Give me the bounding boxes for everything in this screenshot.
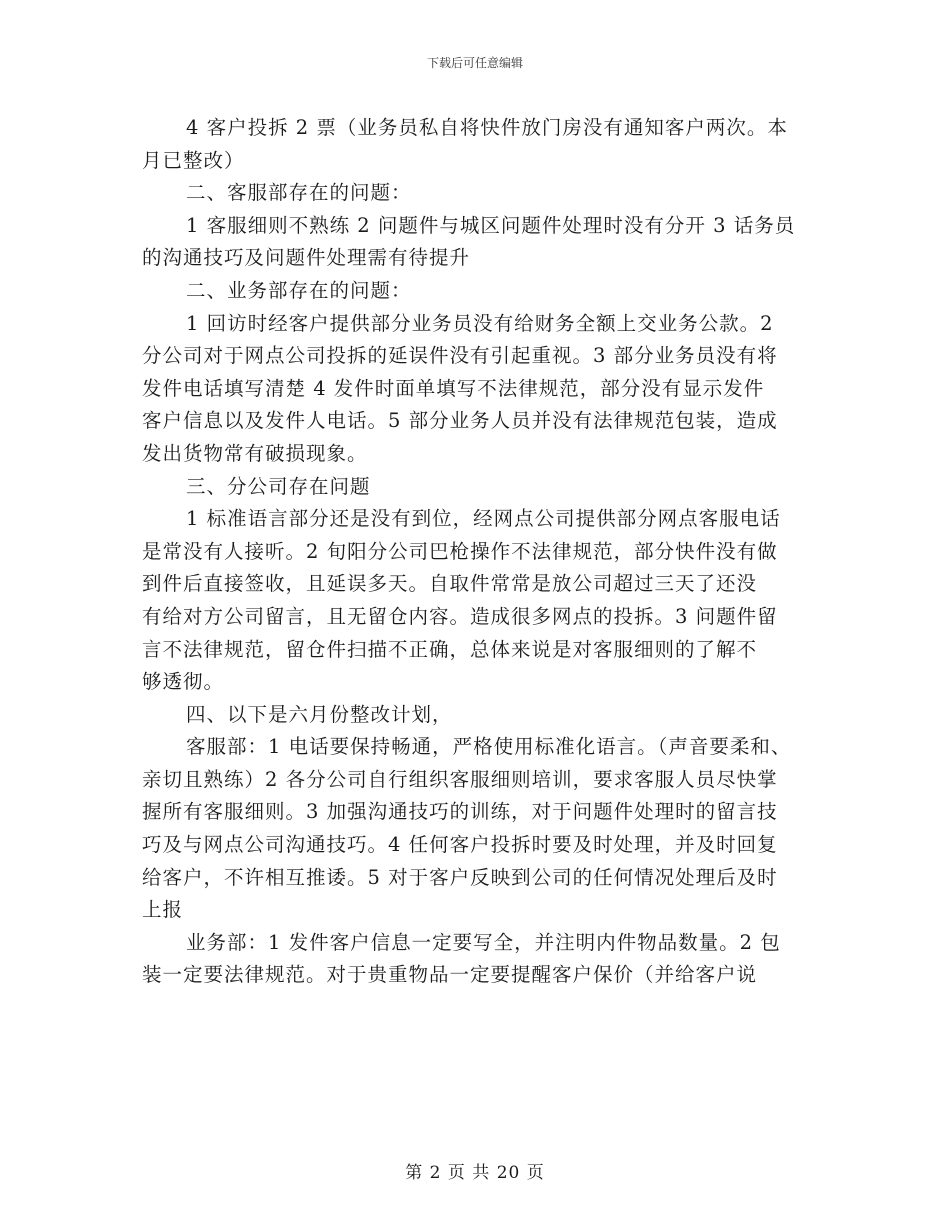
text-line: 有给对方公司留言，且无留仓内容。造成很多网点的投拆。3 问题件留 xyxy=(142,604,778,628)
text-line: 给客户，不许相互推诿。5 对于客户反映到公司的任何情况处理后及时 xyxy=(142,865,778,889)
text-line: 握所有客服细则。3 加强沟通技巧的训练，对于问题件处理时的留言技 xyxy=(142,800,778,824)
text-line: 是常没有人接听。2 旬阳分公司巴枪操作不法律规范，部分快件没有做 xyxy=(142,539,778,563)
text-line: 1 标准语言部分还是没有到位，经网点公司提供部分网点客服电话 xyxy=(186,507,781,531)
document-body xyxy=(142,112,812,992)
text-line: 客户信息以及发件人电话。5 部分业务人员并没有法律规范包装，造成 xyxy=(142,409,778,433)
text-line: 三、分公司存在问题 xyxy=(186,474,371,498)
text-line: 言不法律规范，留仓件扫描不正确，总体来说是对客服细则的了解不 xyxy=(142,637,758,661)
text-line: 业务部：1 发件客户信息一定要写全，并注明内件物品数量。2 包 xyxy=(186,930,781,954)
text-line: 四、以下是六月份整改计划， xyxy=(186,702,453,726)
text-line: 月已整改） xyxy=(142,148,245,172)
text-line: 发出货物常有破损现象。 xyxy=(142,441,368,465)
text-line: 客服部：1 电话要保持畅通，严格使用标准化语言。（声音要柔和、 xyxy=(186,735,792,759)
text-line: 装一定要法律规范。对于贵重物品一定要提醒客户保价（并给客户说 xyxy=(142,963,758,987)
text-line: 1 客服细则不熟练 2 问题件与城区问题件处理时没有分开 3 话务员 xyxy=(186,213,796,237)
text-line: 到件后直接签收，且延误多天。自取件常常是放公司超过三天了还没 xyxy=(142,572,758,596)
text-line: 够透彻。 xyxy=(142,670,225,694)
text-line: 4 客户投拆 2 票（业务员私自将快件放门房没有通知客户两次。本 xyxy=(186,116,788,139)
page-header: 下载后可任意编辑 xyxy=(426,56,523,70)
text-line: 亲切且熟练）2 各分公司自行组织客服细则培训，要求客服人员尽快掌 xyxy=(142,767,778,791)
page-footer: 第 2 页 共 20 页 xyxy=(405,1163,545,1183)
text-line: 分公司对于网点公司投拆的延误件没有引起重视。3 部分业务员没有将 xyxy=(142,344,778,368)
text-line: 二、客服部存在的问题： xyxy=(186,181,412,205)
text-line: 发件电话填写清楚 4 发件时面单填写不法律规范，部分没有显示发件 xyxy=(142,376,765,400)
text-line: 1 回访时经客户提供部分业务员没有给财务全额上交业务公款。2 xyxy=(186,311,774,335)
text-line: 上报 xyxy=(142,898,184,922)
text-line: 巧及与网点公司沟通技巧。4 任何客户投拆时要及时处理，并及时回复 xyxy=(142,833,778,857)
text-line: 二、业务部存在的问题： xyxy=(186,278,412,302)
text-line: 的沟通技巧及问题件处理需有待提升 xyxy=(142,246,471,270)
